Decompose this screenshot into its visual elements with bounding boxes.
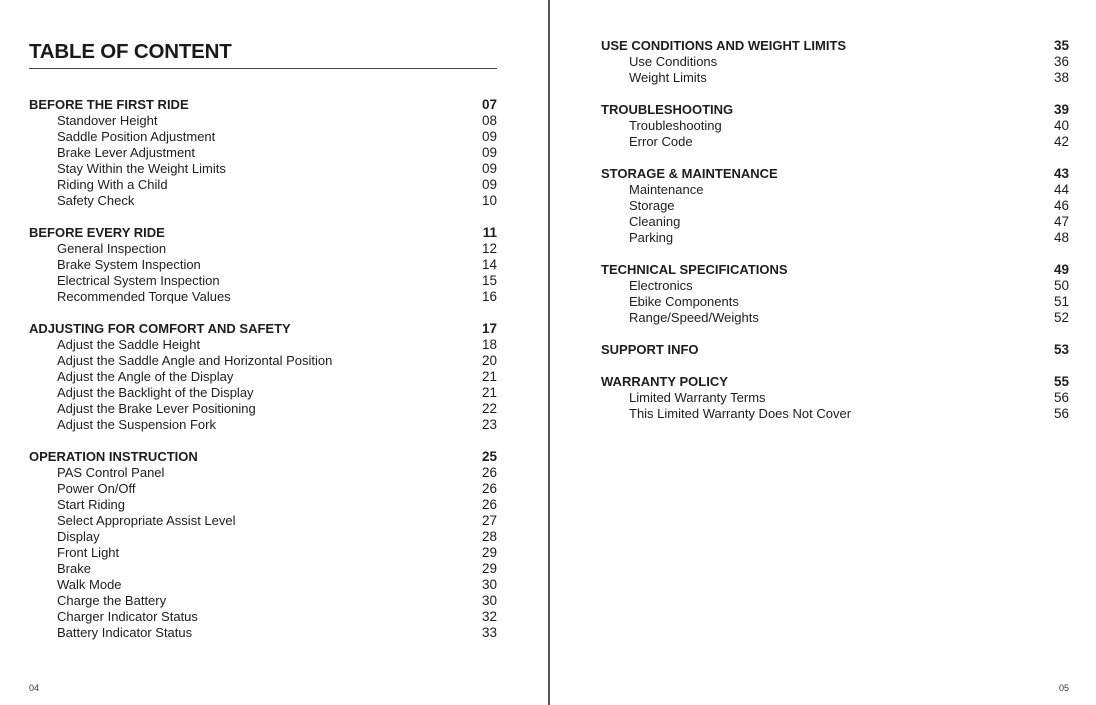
entry-page-number: 16 bbox=[481, 289, 497, 304]
toc-entry[interactable] bbox=[601, 198, 1069, 214]
toc-entry[interactable] bbox=[29, 497, 497, 513]
section-page-number: 49 bbox=[1053, 262, 1069, 277]
entry-page-number: 29 bbox=[481, 545, 497, 560]
toc-entry[interactable] bbox=[601, 406, 1069, 422]
entry-page-number: 47 bbox=[1053, 214, 1069, 229]
entry-page-number: 50 bbox=[1053, 278, 1069, 293]
entry-page-number: 08 bbox=[481, 113, 497, 128]
entry-page-number: 09 bbox=[481, 177, 497, 192]
toc-entry[interactable] bbox=[29, 513, 497, 529]
entry-page-number: 23 bbox=[481, 417, 497, 432]
entry-title: PAS Control Panel bbox=[57, 465, 165, 480]
entry-page-number: 22 bbox=[481, 401, 497, 416]
entry-page-number: 56 bbox=[1053, 406, 1069, 421]
entry-page-number: 36 bbox=[1053, 54, 1069, 69]
toc-entry[interactable] bbox=[29, 289, 497, 305]
toc-entry[interactable] bbox=[29, 161, 497, 177]
toc-right-column bbox=[601, 38, 1069, 438]
entry-title: Stay Within the Weight Limits bbox=[57, 161, 226, 176]
toc-section-heading[interactable] bbox=[601, 374, 1069, 390]
toc-entry[interactable] bbox=[29, 241, 497, 257]
toc-entry[interactable] bbox=[601, 294, 1069, 310]
toc-entry[interactable] bbox=[29, 625, 497, 641]
toc-section bbox=[601, 102, 1069, 150]
entry-title: Brake Lever Adjustment bbox=[57, 145, 196, 160]
entry-title: Weight Limits bbox=[629, 70, 707, 85]
entry-page-number: 46 bbox=[1053, 198, 1069, 213]
toc-left-column bbox=[29, 97, 497, 657]
toc-entry[interactable] bbox=[601, 118, 1069, 134]
entry-page-number: 42 bbox=[1053, 134, 1069, 149]
toc-entry[interactable] bbox=[601, 230, 1069, 246]
entry-page-number: 44 bbox=[1053, 182, 1069, 197]
entry-title: Maintenance bbox=[629, 182, 704, 197]
toc-entry[interactable] bbox=[29, 385, 497, 401]
entry-title: Electrical System Inspection bbox=[57, 273, 220, 288]
toc-entry[interactable] bbox=[601, 214, 1069, 230]
entry-title: Adjust the Angle of the Display bbox=[57, 369, 234, 384]
title-divider bbox=[29, 68, 497, 69]
toc-section-heading[interactable] bbox=[29, 225, 497, 241]
entry-title: Start Riding bbox=[57, 497, 125, 512]
entry-page-number: 27 bbox=[481, 513, 497, 528]
entry-page-number: 48 bbox=[1053, 230, 1069, 245]
entry-page-number: 12 bbox=[481, 241, 497, 256]
entry-title: Power On/Off bbox=[57, 481, 136, 496]
entry-title: Limited Warranty Terms bbox=[629, 390, 766, 405]
entry-page-number: 40 bbox=[1053, 118, 1069, 133]
section-title: TECHNICAL SPECIFICATIONS bbox=[601, 262, 788, 277]
toc-entry[interactable] bbox=[29, 337, 497, 353]
entry-title: Charger Indicator Status bbox=[57, 609, 198, 624]
toc-section-heading[interactable] bbox=[601, 166, 1069, 182]
section-page-number: 43 bbox=[1053, 166, 1069, 181]
entry-page-number: 56 bbox=[1053, 390, 1069, 405]
entry-page-number: 26 bbox=[481, 497, 497, 512]
entry-title: Select Appropriate Assist Level bbox=[57, 513, 236, 528]
toc-entry[interactable] bbox=[29, 545, 497, 561]
entry-page-number: 14 bbox=[481, 257, 497, 272]
entry-title: Ebike Components bbox=[629, 294, 739, 309]
toc-entry[interactable] bbox=[601, 182, 1069, 198]
entry-title: Safety Check bbox=[57, 193, 135, 208]
toc-entry[interactable] bbox=[29, 401, 497, 417]
toc-section bbox=[601, 166, 1069, 246]
toc-entry[interactable] bbox=[29, 113, 497, 129]
toc-section bbox=[601, 38, 1069, 86]
section-title: WARRANTY POLICY bbox=[601, 374, 728, 389]
section-page-number: 35 bbox=[1053, 38, 1069, 53]
entry-title: Brake System Inspection bbox=[57, 257, 201, 272]
section-page-number: 25 bbox=[481, 449, 497, 464]
entry-page-number: 51 bbox=[1053, 294, 1069, 309]
toc-entry[interactable] bbox=[601, 54, 1069, 70]
toc-entry[interactable] bbox=[29, 129, 497, 145]
toc-section-heading[interactable] bbox=[601, 262, 1069, 278]
entry-title: Battery Indicator Status bbox=[57, 625, 193, 640]
entry-title: Adjust the Brake Lever Positioning bbox=[57, 401, 256, 416]
entry-title: Recommended Torque Values bbox=[57, 289, 231, 304]
toc-entry[interactable] bbox=[601, 134, 1069, 150]
entry-page-number: 30 bbox=[481, 593, 497, 608]
entry-title: Troubleshooting bbox=[629, 118, 722, 133]
section-title: USE CONDITIONS AND WEIGHT LIMITS bbox=[601, 38, 847, 53]
toc-entry[interactable] bbox=[29, 369, 497, 385]
toc-section-heading[interactable] bbox=[601, 102, 1069, 118]
entry-page-number: 18 bbox=[481, 337, 497, 352]
page-title: TABLE OF CONTENT bbox=[29, 40, 232, 63]
toc-entry[interactable] bbox=[29, 177, 497, 193]
toc-entry[interactable] bbox=[29, 273, 497, 289]
toc-entry[interactable] bbox=[29, 353, 497, 369]
entry-page-number: 38 bbox=[1053, 70, 1069, 85]
toc-section bbox=[601, 342, 1069, 358]
entry-page-number: 21 bbox=[481, 369, 497, 384]
entry-title: Adjust the Saddle Height bbox=[57, 337, 201, 352]
section-page-number: 11 bbox=[482, 225, 497, 240]
entry-title: Riding With a Child bbox=[57, 177, 168, 192]
entry-title: Walk Mode bbox=[57, 577, 122, 592]
entry-page-number: 29 bbox=[481, 561, 497, 576]
toc-section-heading[interactable] bbox=[601, 38, 1069, 54]
entry-title: Storage bbox=[629, 198, 675, 213]
right-page bbox=[550, 0, 1096, 705]
toc-entry[interactable] bbox=[29, 481, 497, 497]
page-number-right: 05 bbox=[1058, 683, 1069, 693]
toc-entry[interactable] bbox=[601, 310, 1069, 326]
entry-title: Charge the Battery bbox=[57, 593, 167, 608]
toc-section bbox=[29, 97, 497, 209]
toc-entry[interactable] bbox=[601, 70, 1069, 86]
entry-page-number: 09 bbox=[481, 145, 497, 160]
entry-title: Cleaning bbox=[629, 214, 681, 229]
entry-page-number: 26 bbox=[481, 465, 497, 480]
toc-entry[interactable] bbox=[29, 609, 497, 625]
entry-page-number: 09 bbox=[481, 129, 497, 144]
entry-title: Adjust the Saddle Angle and Horizontal Position bbox=[57, 353, 333, 368]
entry-title: Standover Height bbox=[57, 113, 158, 128]
toc-entry[interactable] bbox=[29, 417, 497, 433]
toc-section bbox=[29, 449, 497, 641]
entry-title: Display bbox=[57, 529, 100, 544]
toc-section bbox=[29, 225, 497, 305]
entry-title: Error Code bbox=[629, 134, 693, 149]
entry-title: Front Light bbox=[57, 545, 120, 560]
section-page-number: 55 bbox=[1053, 374, 1069, 389]
entry-page-number: 26 bbox=[481, 481, 497, 496]
section-page-number: 17 bbox=[481, 321, 497, 336]
entry-page-number: 10 bbox=[481, 193, 497, 208]
toc-section-heading[interactable] bbox=[29, 321, 497, 337]
toc-entry[interactable] bbox=[29, 593, 497, 609]
toc-section-heading[interactable] bbox=[29, 97, 497, 113]
toc-entry[interactable] bbox=[29, 561, 497, 577]
toc-entry[interactable] bbox=[29, 145, 497, 161]
entry-page-number: 09 bbox=[481, 161, 497, 176]
entry-title: Saddle Position Adjustment bbox=[57, 129, 216, 144]
entry-title: Adjust the Suspension Fork bbox=[57, 417, 216, 432]
section-title: BEFORE THE FIRST RIDE bbox=[29, 97, 189, 112]
toc-entry[interactable] bbox=[29, 465, 497, 481]
entry-page-number: 21 bbox=[481, 385, 497, 400]
toc-entry[interactable] bbox=[29, 193, 497, 209]
entry-title: Brake bbox=[57, 561, 91, 576]
section-page-number: 07 bbox=[481, 97, 497, 112]
entry-title: Range/Speed/Weights bbox=[629, 310, 759, 325]
toc-section bbox=[601, 374, 1069, 422]
entry-title: Electronics bbox=[629, 278, 693, 293]
entry-page-number: 52 bbox=[1053, 310, 1069, 325]
entry-title: Use Conditions bbox=[629, 54, 718, 69]
entry-title: General Inspection bbox=[57, 241, 167, 256]
toc-section-heading[interactable] bbox=[29, 449, 497, 465]
entry-page-number: 20 bbox=[481, 353, 497, 368]
page-number-left: 04 bbox=[29, 683, 40, 693]
entry-title: Adjust the Backlight of the Display bbox=[57, 385, 254, 400]
section-title: ADJUSTING FOR COMFORT AND SAFETY bbox=[29, 321, 291, 336]
toc-section bbox=[29, 321, 497, 433]
section-page-number: 39 bbox=[1053, 102, 1069, 117]
section-title: OPERATION INSTRUCTION bbox=[29, 449, 198, 464]
section-title: TROUBLESHOOTING bbox=[601, 102, 734, 117]
toc-entry[interactable] bbox=[29, 577, 497, 593]
entry-page-number: 32 bbox=[481, 609, 497, 624]
toc-entry[interactable] bbox=[29, 529, 497, 545]
toc-entry[interactable] bbox=[601, 278, 1069, 294]
entry-title: This Limited Warranty Does Not Cover bbox=[629, 406, 852, 421]
toc-section bbox=[601, 262, 1069, 326]
entry-title: Parking bbox=[629, 230, 674, 245]
section-title: SUPPORT INFO bbox=[601, 342, 699, 357]
section-page-number: 53 bbox=[1053, 342, 1069, 357]
entry-page-number: 33 bbox=[481, 625, 497, 640]
section-title: BEFORE EVERY RIDE bbox=[29, 225, 165, 240]
entry-page-number: 30 bbox=[481, 577, 497, 592]
toc-entry[interactable] bbox=[29, 257, 497, 273]
entry-page-number: 28 bbox=[481, 529, 497, 544]
section-title: STORAGE & MAINTENANCE bbox=[601, 166, 778, 181]
toc-section-heading[interactable] bbox=[601, 342, 1069, 358]
toc-entry[interactable] bbox=[601, 390, 1069, 406]
entry-page-number: 15 bbox=[481, 273, 497, 288]
